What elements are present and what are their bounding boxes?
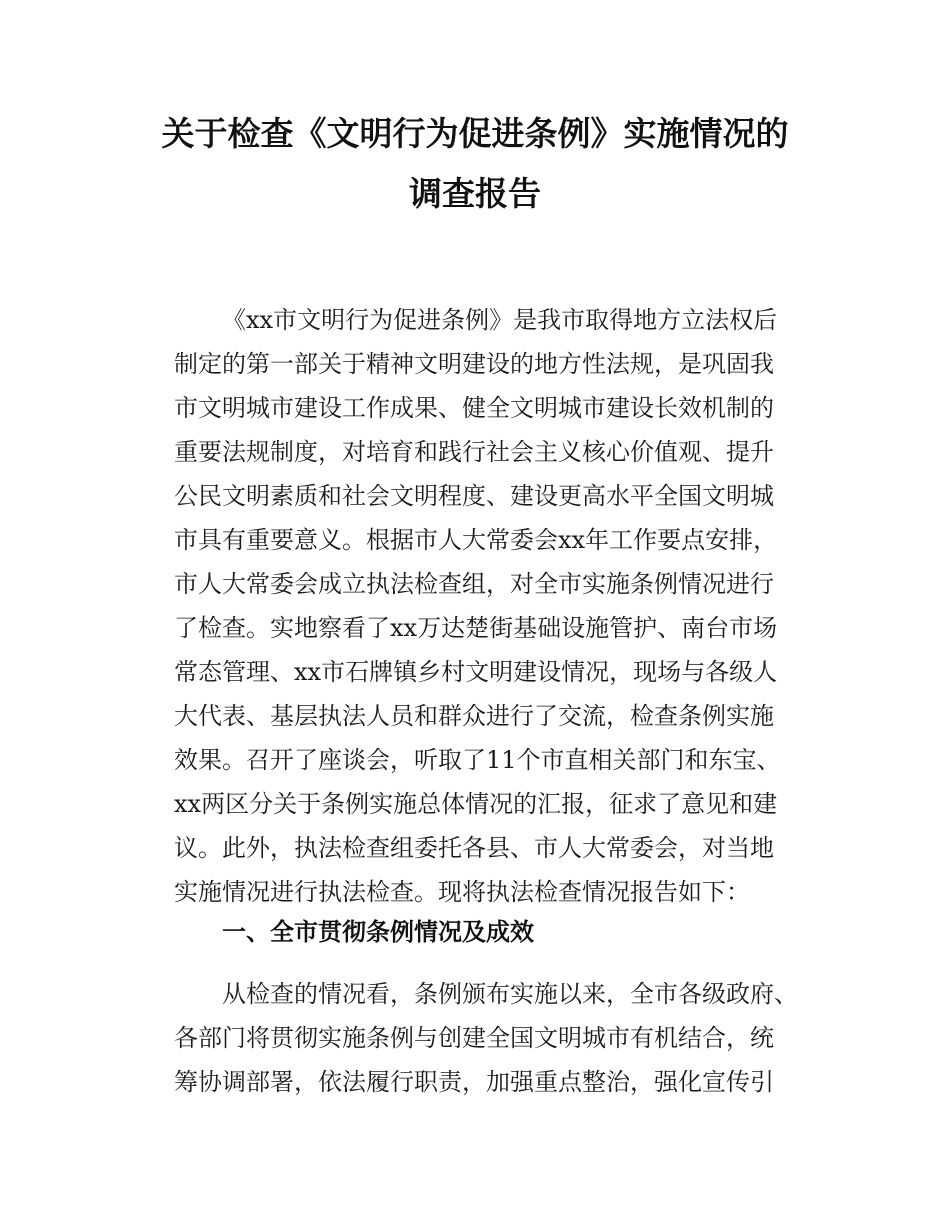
document-title-line-1: 关于检查《文明行为促进条例》实施情况的 (161, 114, 789, 153)
paragraph-line: 制定的第一部关于精神文明建设的地方性法规，是巩固我 (174, 350, 774, 378)
paragraph-line: 市人大常委会成立执法检查组，对全市实施条例情况进行 (174, 570, 774, 598)
paragraph-line: xx两区分关于条例实施总体情况的汇报，征求了意见和建 (174, 790, 778, 818)
paragraph-line: 市文明城市建设工作成果、健全文明城市建设长效机制的 (174, 394, 774, 422)
paragraph-line: 重要法规制度，对培育和践行社会主义核心价值观、提升 (174, 438, 774, 466)
paragraph-line: 公民文明素质和社会文明程度、建设更高水平全国文明城 (174, 482, 774, 510)
paragraph-line: 议。此外，执法检查组委托各县、市人大常委会，对当地 (174, 834, 774, 862)
paragraph-line: 《xx市文明行为促进条例》是我市取得地方立法权后 (222, 306, 778, 334)
section-heading-1: 一、全市贯彻条例情况及成效 (222, 918, 534, 946)
paragraph-line: 市具有重要意义。根据市人大常委会xx年工作要点安排， (174, 526, 778, 554)
paragraph-line: 效果。召开了座谈会，听取了11个市直相关部门和东宝、 (174, 746, 781, 774)
paragraph-line: 从检查的情况看，条例颁布实施以来，全市各级政府、 (222, 980, 798, 1008)
paragraph-line: 常态管理、xx市石牌镇乡村文明建设情况，现场与各级人 (174, 658, 778, 686)
paragraph-line: 大代表、基层执法人员和群众进行了交流，检查条例实施 (174, 702, 774, 730)
paragraph-line: 筹协调部署，依法履行职责，加强重点整治，强化宣传引 (174, 1068, 774, 1096)
document-title-line-2: 调查报告 (409, 174, 541, 213)
paragraph-line: 了检查。实地察看了xx万达楚街基础设施管护、南台市场 (174, 614, 778, 642)
paragraph-line: 实施情况进行执法检查。现将执法检查情况报告如下： (174, 878, 750, 906)
paragraph-line: 各部门将贯彻实施条例与创建全国文明城市有机结合，统 (174, 1024, 774, 1052)
